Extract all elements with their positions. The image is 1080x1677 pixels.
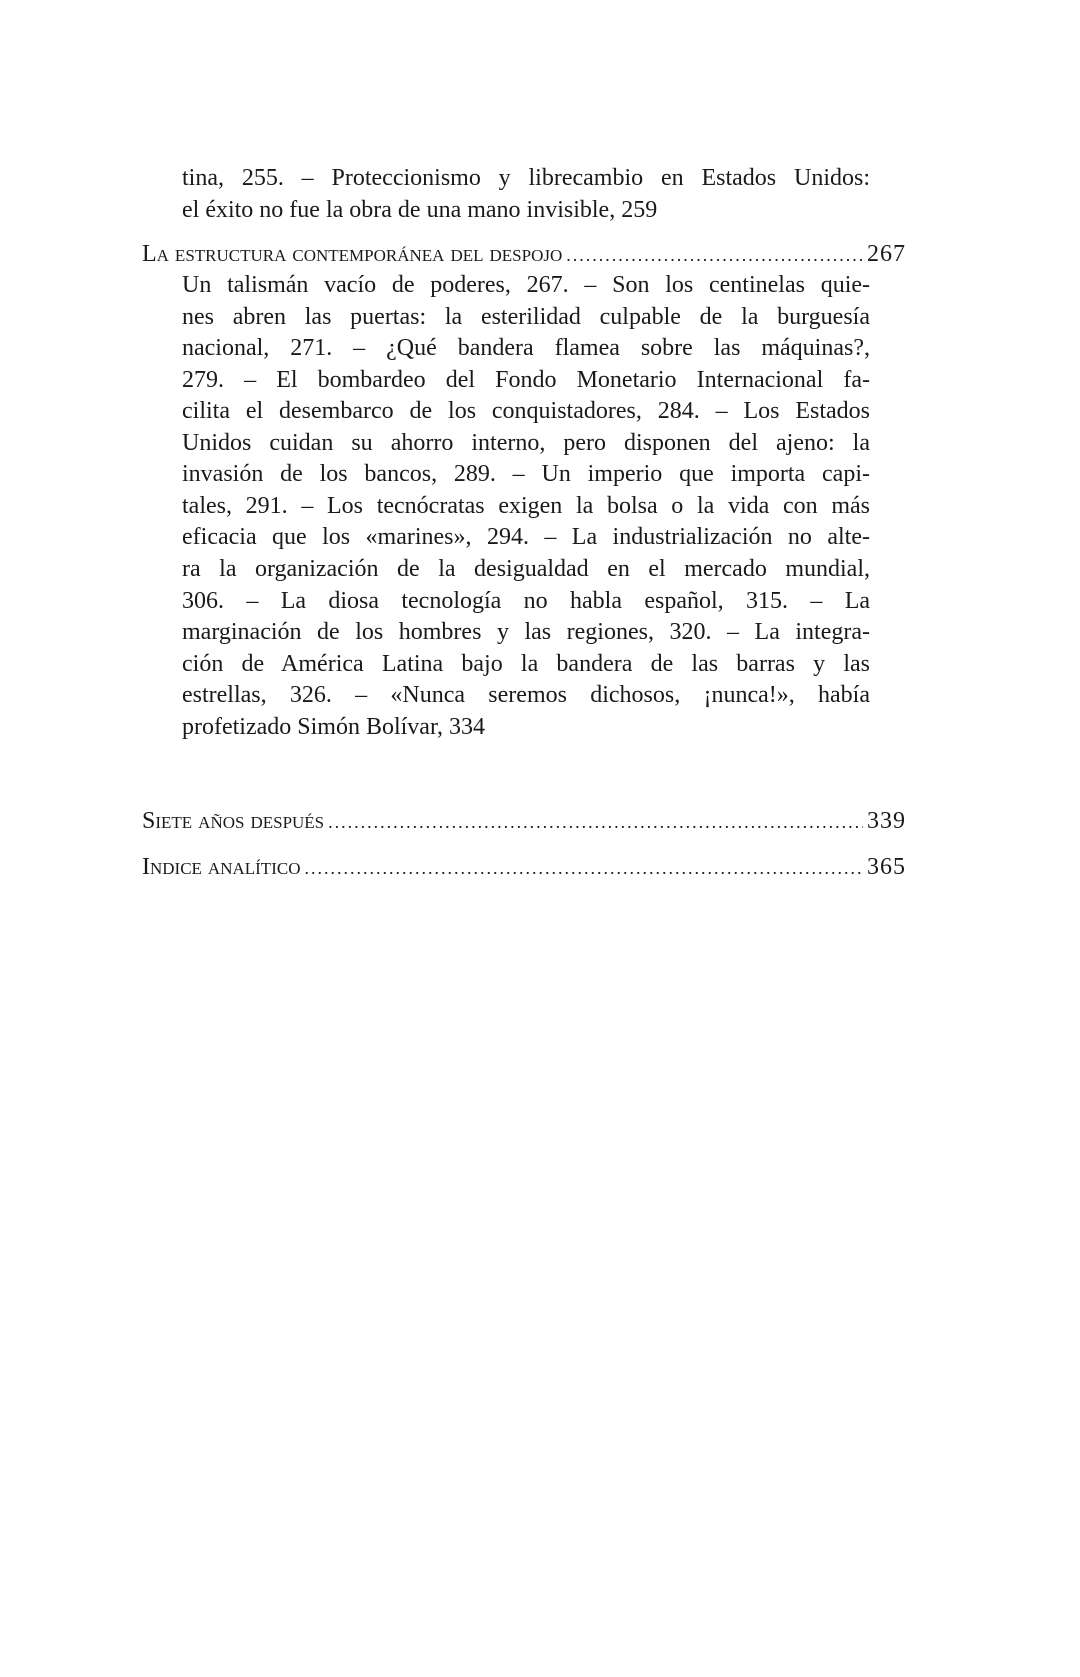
dot-leader bbox=[304, 852, 863, 884]
toc-heading-siete-anos[interactable] bbox=[142, 805, 906, 838]
toc-page-number: 339 bbox=[867, 808, 906, 834]
toc-page-number: 365 bbox=[867, 854, 906, 880]
toc-heading-title: Indice analítico bbox=[142, 854, 301, 880]
toc-entry-line: ra la organización de la desigualdad en el mercado mundial, bbox=[182, 556, 870, 582]
toc-page-number: 267 bbox=[867, 241, 906, 267]
toc-entry-line: nacional, 271. – ¿Qué bandera flamea sobre las máquinas?, bbox=[182, 335, 870, 361]
toc-entry-line: Unidos cuidan su ahorro interno, pero disponen del ajeno: la bbox=[182, 430, 870, 456]
toc-heading-title: Siete años después bbox=[142, 808, 325, 834]
dot-leader bbox=[328, 806, 863, 838]
toc-entry-line: tina, 255. – Proteccionismo y librecambio en Estados Unidos: bbox=[182, 165, 870, 191]
toc-entry-line: cilita el desembarco de los conquistadores, 284. – Los Estados bbox=[182, 398, 870, 424]
toc-entry-line: el éxito no fue la obra de una mano invisible, 259 bbox=[182, 197, 658, 223]
toc-entry-line: Un talismán vacío de poderes, 267. – Son los centinelas quie- bbox=[182, 272, 870, 298]
toc-heading-title: La estructura contemporánea del despojo bbox=[142, 241, 563, 267]
toc-entry-line: 279. – El bombardeo del Fondo Monetario Internacional fa- bbox=[182, 367, 870, 393]
toc-entry-line: ción de América Latina bajo la bandera de las barras y las bbox=[182, 651, 870, 677]
toc-entry-line: tales, 291. – Los tecnócratas exigen la bolsa o la vida con más bbox=[182, 493, 870, 519]
toc-entry-line: 306. – La diosa tecnología no habla español, 315. – La bbox=[182, 588, 870, 614]
toc-entry-line: estrellas, 326. – «Nunca seremos dichosos, ¡nunca!», había bbox=[182, 682, 870, 708]
toc-heading-estructura[interactable] bbox=[142, 238, 906, 271]
toc-entry-line: nes abren las puertas: la esterilidad culpable de la burguesía bbox=[182, 304, 870, 330]
dot-leader bbox=[566, 239, 863, 271]
toc-heading-indice[interactable] bbox=[142, 851, 906, 884]
toc-entry-line: eficacia que los «marines», 294. – La industrialización no alte- bbox=[182, 524, 870, 550]
toc-entry-line: invasión de los bancos, 289. – Un imperio que importa capi- bbox=[182, 461, 870, 487]
toc-entry-line: marginación de los hombres y las regiones, 320. – La integra- bbox=[182, 619, 870, 645]
toc-entry-line: profetizado Simón Bolívar, 334 bbox=[182, 714, 485, 740]
